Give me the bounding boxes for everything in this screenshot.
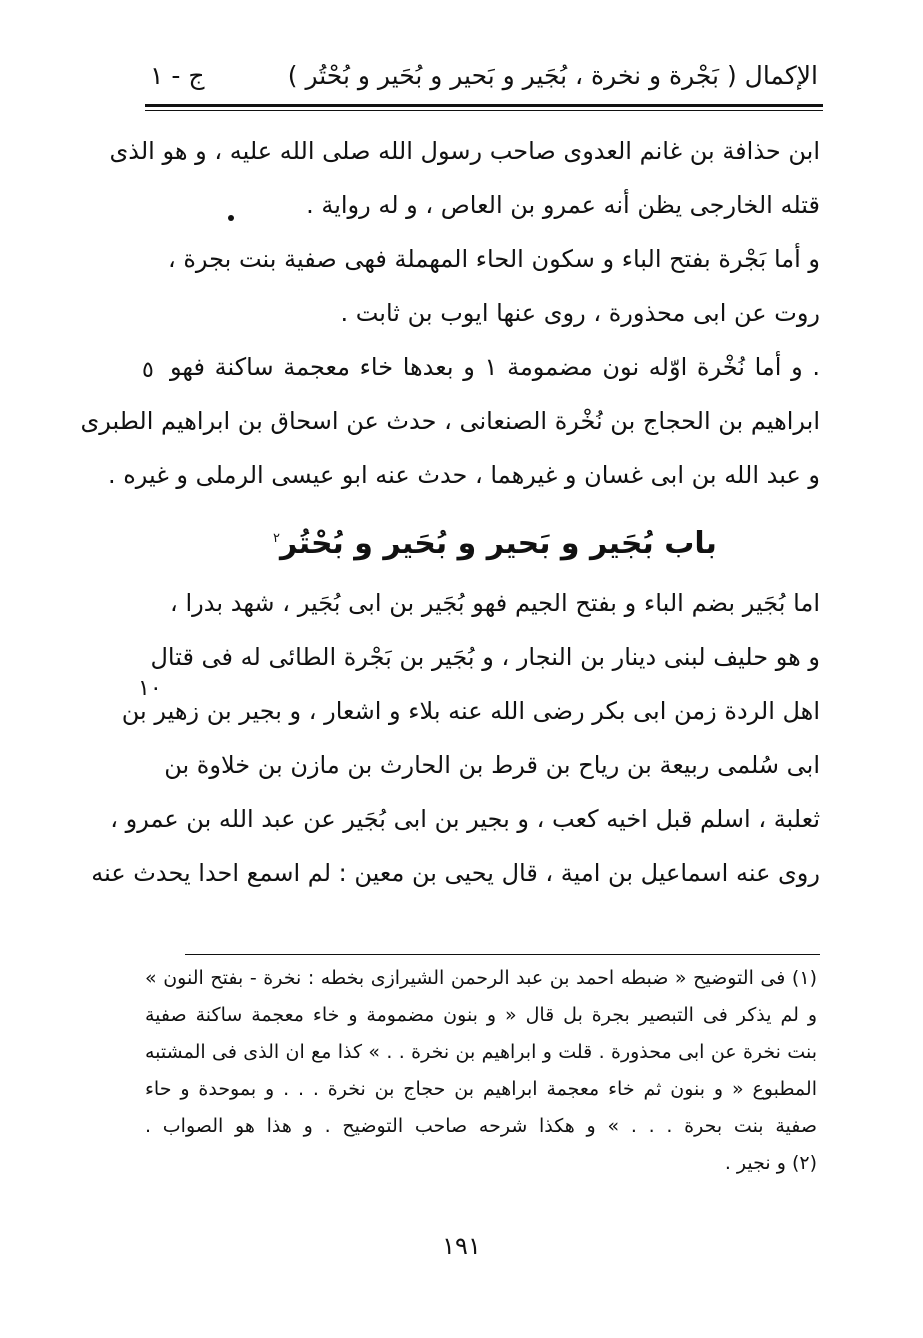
stray-dot-mark bbox=[228, 215, 234, 221]
footnote-line: (٢) و نجير . bbox=[724, 1152, 817, 1174]
text-line: روت عن ابى محذورة ، روى عنها ايوب بن ثابت . bbox=[340, 299, 820, 327]
text-line: ابن حذافة بن غانم العدوى صاحب رسول الله صلى الله عليه ، و هو الذى bbox=[109, 137, 820, 165]
text-line: قتله الخارجى يظن أنه عمرو بن العاص ، و له رواية . bbox=[306, 191, 820, 219]
text-line: اما بُجَير بضم الباء و بفتح الجيم فهو بُجَير بن ابى بُجَير ، شهد بدرا ، bbox=[170, 589, 820, 617]
footnote-line: المطبوع « و بنون ثم خاء معجمة ابراهيم بن حجاج بن نخرة . . . و بموحدة و حاء bbox=[145, 1078, 817, 1100]
footnote-line: و لم يذكر فى التبصير بجرة بل قال « و بنون مضمومة و خاء معجمة ساكنة صفية bbox=[145, 1004, 817, 1026]
text-line: و هو حليف لبنى دينار بن النجار ، و بُجَير بن بَجْرة الطائى له فى قتال bbox=[150, 643, 820, 671]
footnote-line: (١) فى التوضيح « ضبطه احمد بن عبد الرحمن الشيرازى بخطه : نخرة - بفتح النون » bbox=[145, 967, 817, 989]
footnote-line: بنت نخرة عن ابى محذورة . قلت و ابراهيم بن نخرة . . » كذا مع ان الذى فى المشتبه bbox=[145, 1041, 817, 1063]
line-number-10: ١٠ bbox=[138, 676, 162, 701]
footnotes bbox=[145, 960, 817, 1182]
line-number-5: ٥ bbox=[142, 358, 154, 383]
text-line: روى عنه اسماعيل بن امية ، قال يحيى بن معين : لم اسمع احدا يحدث عنه bbox=[91, 859, 820, 887]
header-rule-thick bbox=[145, 104, 823, 107]
footnote-line: صفية بنت بحرة . . . » و هكذا شرحه صاحب التوضيح . و هذا هو الصواب . bbox=[145, 1115, 817, 1137]
text-line: اهل الردة زمن ابى بكر رضى الله عنه بلاء و اشعار ، و بجير بن زهير بن bbox=[121, 697, 820, 725]
chapter-heading bbox=[170, 502, 820, 576]
text-line: ثعلبة ، اسلم قبل اخيه كعب ، و بجير بن ابى بُجَير عن عبد الله بن عمرو ، bbox=[110, 805, 820, 833]
text-line: و أما بَجْرة بفتح الباء و سكون الحاء المهملة فهى صفية بنت بجرة ، bbox=[167, 245, 820, 273]
page-number: ١٩١ bbox=[442, 1232, 481, 1260]
text-line: ابى سُلمى ربيعة بن رياح بن قرط بن الحارث بن مازن بن خلاوة بن bbox=[164, 751, 820, 779]
header-rule-thin bbox=[145, 110, 823, 111]
chapter-title: باب بُجَير و بَحير و بُحَير و بُحْتُر bbox=[280, 526, 717, 561]
chapter-footnote-ref: ٢ bbox=[273, 531, 281, 546]
header-volume: ج - ١ bbox=[150, 60, 205, 90]
text-line: و عبد الله بن ابى غسان و غيرهما ، حدث عنه ابو عيسى الرملى و غيره . bbox=[107, 461, 820, 489]
running-header bbox=[150, 52, 818, 98]
header-title: الإكمال ( بَجْرة و نخرة ، بُجَير و بَحير و بُحَير و بُحْتُر ) bbox=[287, 60, 818, 90]
footnote-rule bbox=[185, 954, 820, 955]
text-line: . و أما نُخْرة اوّله نون مضمومة ١ و بعدها خاء معجمة ساكنة فهو bbox=[170, 353, 821, 381]
text-line: ابراهيم بن الحجاج بن نُخْرة الصنعانى ، حدث عن اسحاق بن ابراهيم الطبرى bbox=[80, 407, 820, 435]
